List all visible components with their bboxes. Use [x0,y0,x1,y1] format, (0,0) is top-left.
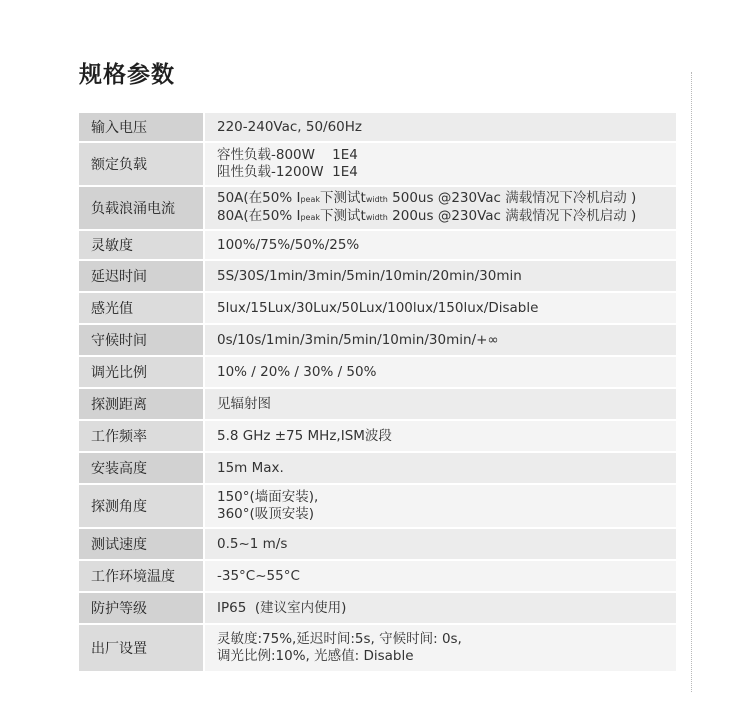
spec-value [205,231,676,259]
spec-row [79,625,676,671]
spec-label: 工作频率 [79,421,203,451]
spec-value-line: -35°C~55°C [217,567,300,584]
spec-value [205,593,676,623]
spec-value-part: 200us @230Vac 满载情况下冷机启动 ) [387,208,637,224]
spec-value-line [217,208,676,226]
spec-row [79,485,676,527]
spec-value-line: 15m Max. [217,459,284,476]
spec-value-line: 调光比例:10%, 光感值: Disable [217,648,414,664]
spec-label: 延迟时间 [79,261,203,291]
spec-label: 探测角度 [79,485,203,527]
spec-value [205,485,676,527]
spec-value-line: IP65 (建议室内使用) [217,599,347,616]
spec-label: 调光比例 [79,357,203,387]
spec-label: 负载浪涌电流 [79,187,203,229]
spec-label: 守候时间 [79,325,203,355]
spec-value-part: peak [300,195,321,204]
spec-value-line: 0s/10s/1min/3min/5min/10min/30min/+∞ [217,331,499,348]
spec-value-line: 5lux/15Lux/30Lux/50Lux/100lux/150lux/Disable [217,299,539,316]
spec-value-part: 下测试t [320,190,366,206]
spec-value [205,561,676,591]
spec-row [79,231,676,259]
dotted-divider [691,72,692,692]
spec-row [79,143,676,185]
spec-row [79,421,676,451]
spec-value-part: 80A(在50% I [217,208,301,224]
spec-label: 出厂设置 [79,625,203,671]
spec-row [79,357,676,387]
spec-value [205,453,676,483]
spec-value [205,325,676,355]
page-title: 规格参数 [79,62,175,88]
spec-value-line: 灵敏度:75%,延迟时间:5s, 守候时间: 0s, [217,631,462,647]
spec-label: 测试速度 [79,529,203,559]
spec-value-line: 容性负载-800W 1E4 [217,147,358,163]
spec-label: 安装高度 [79,453,203,483]
spec-value-line: 阻性负载-1200W 1E4 [217,164,358,180]
spec-row [79,453,676,483]
spec-label: 防护等级 [79,593,203,623]
spec-value-part: width [365,213,388,222]
spec-value-line: 360°(吸顶安装) [217,506,315,522]
spec-row [79,293,676,323]
spec-value-part: 下测试t [320,208,366,224]
spec-value [205,143,676,185]
spec-value-line: 5S/30S/1min/3min/5min/10min/20min/30min [217,267,522,284]
spec-value-line: 220-240Vac, 50/60Hz [217,118,363,135]
spec-row [79,529,676,559]
spec-value [205,357,676,387]
spec-value-part: 50A(在50% I [217,190,301,206]
spec-row [79,113,676,141]
spec-label: 输入电压 [79,113,203,141]
spec-table [79,113,676,673]
spec-value [205,113,676,141]
spec-value [205,625,676,671]
spec-label: 灵敏度 [79,231,203,259]
spec-label: 感光值 [79,293,203,323]
spec-value-line: 5.8 GHz ±75 MHz,ISM波段 [217,427,392,444]
spec-value-part: peak [300,213,321,222]
spec-value [205,187,676,229]
spec-value-line: 150°(墙面安装), [217,489,319,505]
spec-value-part: width [365,195,388,204]
spec-row [79,187,676,229]
spec-row [79,389,676,419]
spec-value [205,293,676,323]
spec-value-part: 500us @230Vac 满载情况下冷机启动 ) [387,190,637,206]
spec-value [205,389,676,419]
spec-value-line [217,190,676,208]
spec-label: 工作环境温度 [79,561,203,591]
spec-value [205,529,676,559]
spec-label: 探测距离 [79,389,203,419]
spec-value-line: 见辐射图 [217,395,271,412]
spec-value-line: 0.5~1 m/s [217,535,288,552]
spec-row [79,325,676,355]
spec-row [79,261,676,291]
spec-value-line: 100%/75%/50%/25% [217,236,360,253]
spec-row [79,561,676,591]
spec-value [205,261,676,291]
spec-value-line: 10% / 20% / 30% / 50% [217,363,377,380]
spec-value [205,421,676,451]
spec-label: 额定负载 [79,143,203,185]
spec-row [79,593,676,623]
